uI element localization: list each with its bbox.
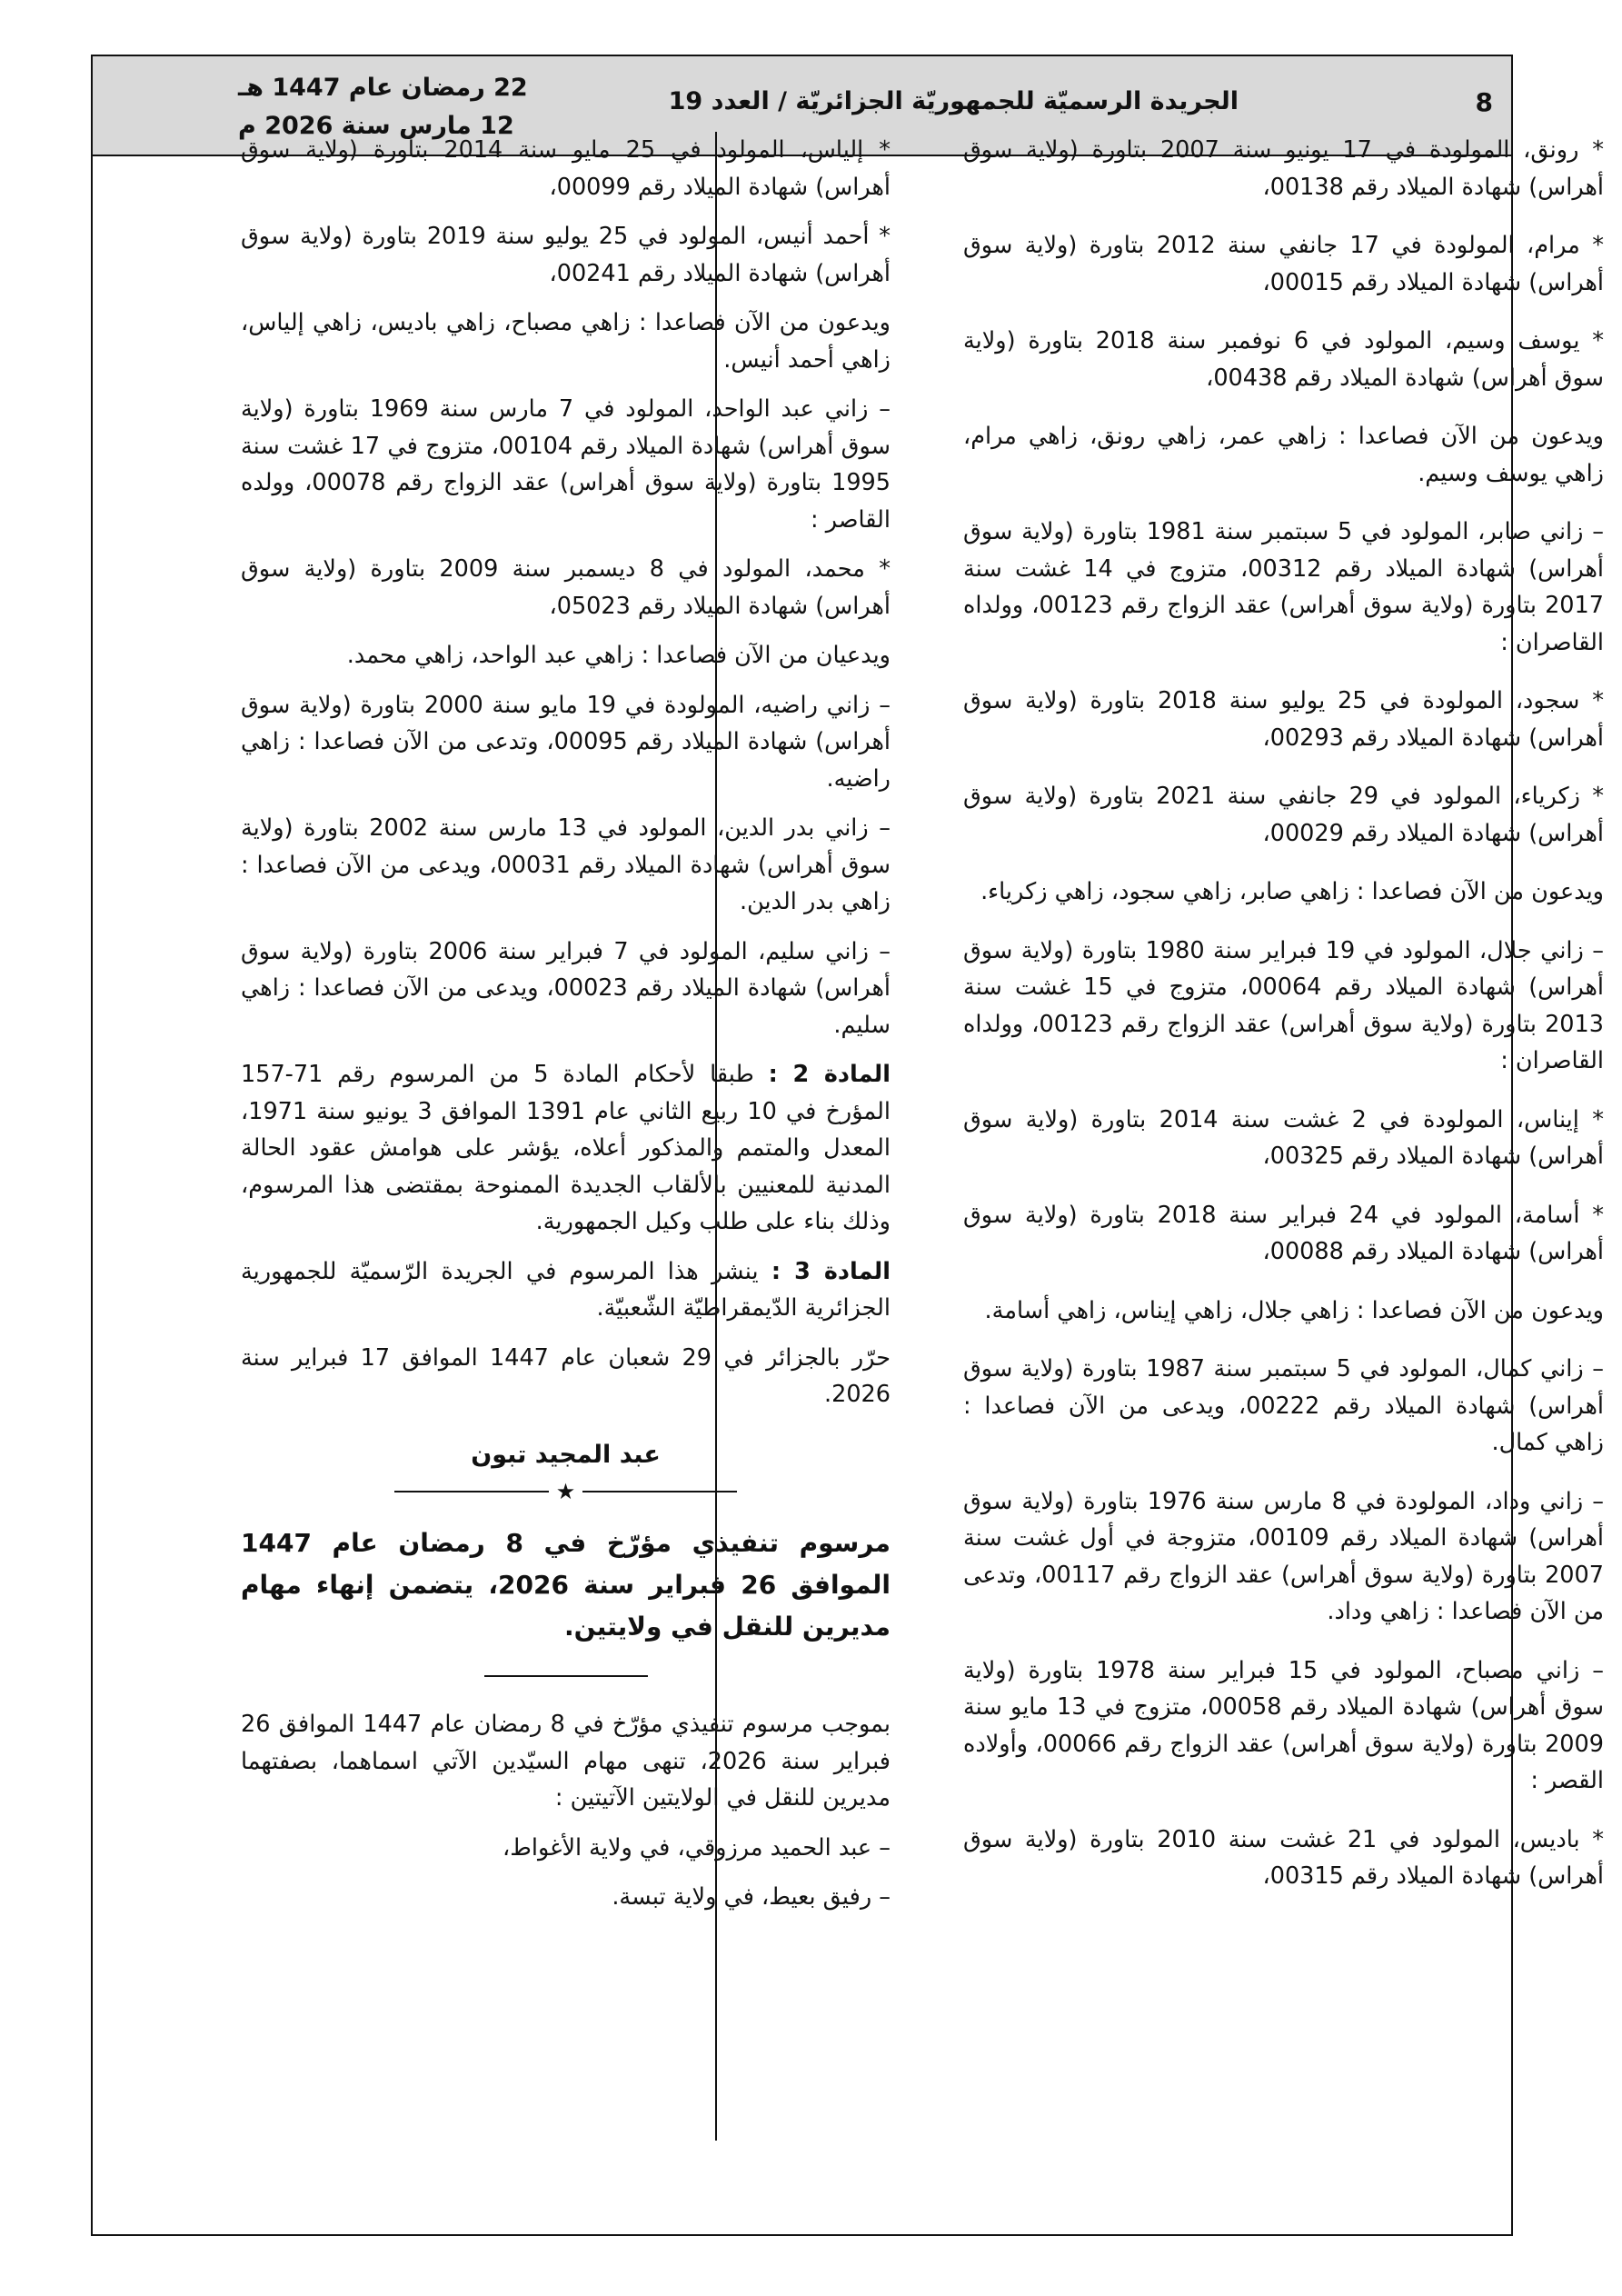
article-2-label: المادة 2 : xyxy=(768,1061,891,1088)
paragraph: – زاني وداد، المولودة في 8 مارس سنة 1976 بتاورة (ولاية سوق أهراس) شهادة الميلاد رقم 00109، متزوجة في أول غشت سنة 2007 بتاورة (ولاية سوق أهراس) عقد الزواج رقم 00117، وتدعى من الآن فصاعدا : زاهي وداد. xyxy=(963,1487,1604,1625)
star-separator xyxy=(241,1481,891,1502)
closing-statement: حرّر بالجزائر في 29 شعبان عام 1447 الموافق 17 فبراير سنة 2026. xyxy=(241,1343,891,1408)
paragraph: – زاني عبد الواحد، المولود في 7 مارس سنة 1969 بتاورة (ولاية سوق أهراس) شهادة الميلاد رقم 00104، متزوج في 17 غشت سنة 1995 بتاورة (ولاية سوق أهراس) عقد الزواج رقم 00078، وولده القاصر : xyxy=(241,395,891,534)
paragraph: ويدعون من الآن فصاعدا : زاهي مصباح، زاهي باديس، زاهي إلياس، زاهي أحمد أنيس. xyxy=(241,309,891,374)
star-icon: ★ xyxy=(555,1479,576,1504)
paragraph: * مرام، المولودة في 17 جانفي سنة 2012 بتاورة (ولاية سوق أهراس) شهادة الميلاد رقم 00015، xyxy=(963,232,1604,296)
paragraph: – زاني كمال، المولود في 5 سبتمبر سنة 1987 بتاورة (ولاية سوق أهراس) شهادة الميلاد رقم 00222، ويدعى من الآن فصاعدا : زاهي كمال. xyxy=(963,1355,1604,1456)
paragraph: – زاني صابر، المولود في 5 سبتمبر سنة 1981 بتاورة (ولاية سوق أهراس) شهادة الميلاد رقم 00312، متزوج في 14 غشت سنة 2017 بتاورة (ولاية سوق أهراس) عقد الزواج رقم 00123، وولداه القاصران : xyxy=(963,518,1604,656)
paragraph: * إلياس، المولود في 25 مايو سنة 2014 بتاورة (ولاية سوق أهراس) شهادة الميلاد رقم 00099، xyxy=(241,136,891,201)
gazette-title: الجريدة الرسميّة للجمهوريّة الجزائريّة / العدد 19 xyxy=(668,87,1239,115)
paragraph: * باديس، المولود في 21 غشت سنة 2010 بتاورة (ولاية سوق أهراس) شهادة الميلاد رقم 00315، xyxy=(963,1825,1604,1890)
paragraph: * رونق، المولودة في 17 يونيو سنة 2007 بتاورة (ولاية سوق أهراس) شهادة الميلاد رقم 00138، xyxy=(963,136,1604,201)
paragraph: – زاني بدر الدين، المولود في 13 مارس سنة 2002 بتاورة (ولاية سوق أهراس) شهادة الميلاد رقم 00031، ويدعى من الآن فصاعدا : زاهي بدر الدين. xyxy=(241,814,891,915)
date-hijri: 22 رمضان عام 1447 هـ xyxy=(238,74,528,102)
separator-line xyxy=(582,1491,737,1492)
article-2-text: طبقا لأحكام المادة 5 من المرسوم رقم 71-157 المؤرخ في 10 ربيع الثاني عام 1391 الموافق 3 يونيو سنة 1971، المعدل والمتمم والمذكور أعلاه، يؤشر على هوامش عقود الحالة المدنية للمعنيين بالألقاب الجديدة الممنوحة بمقتضى هذا المرسوم، وذلك بناء على طلب وكيل الجمهورية. xyxy=(241,1061,891,1235)
article-3-label: المادة 3 : xyxy=(771,1257,891,1285)
article-3 xyxy=(241,1253,891,1327)
right-column xyxy=(963,132,1604,2154)
paragraph: * يوسف وسيم، المولود في 6 نوفمبر سنة 2018 بتاورة (ولاية سوق أهراس) شهادة الميلاد رقم 00438، xyxy=(963,327,1604,392)
left-column xyxy=(241,132,891,2154)
short-separator xyxy=(484,1675,648,1677)
article-2 xyxy=(241,1056,891,1241)
paragraph: * أحمد أنيس، المولود في 25 يوليو سنة 2019 بتاورة (ولاية سوق أهراس) شهادة الميلاد رقم 00241، xyxy=(241,223,891,287)
paragraph: – زاني جلال، المولود في 19 فبراير سنة 1980 بتاورة (ولاية سوق أهراس) شهادة الميلاد رقم 00064، متزوج في 15 غشت سنة 2013 بتاورة (ولاية سوق أهراس) عقد الزواج رقم 00123، وولداه القاصران : xyxy=(963,936,1604,1074)
paragraph: – زاني مصباح، المولود في 15 فبراير سنة 1978 بتاورة (ولاية سوق أهراس) شهادة الميلاد رقم 00058، متزوج في 13 مايو سنة 2009 بتاورة (ولاية سوق أهراس) عقد الزواج رقم 00066، وأولاده القصر : xyxy=(963,1656,1604,1794)
paragraph: ويدعون من الآن فصاعدا : زاهي جلال، زاهي إيناس، زاهي أسامة. xyxy=(984,1296,1604,1324)
article-3-text: ينشر هذا المرسوم في الجريدة الرّسميّة للجمهورية الجزائرية الدّيمقراطيّة الشّعبيّة. xyxy=(241,1257,891,1322)
paragraph: * إيناس، المولودة في 2 غشت سنة 2014 بتاورة (ولاية سوق أهراس) شهادة الميلاد رقم 00325، xyxy=(963,1105,1604,1170)
paragraph: – زاني سليم، المولود في 7 فبراير سنة 2006 بتاورة (ولاية سوق أهراس) شهادة الميلاد رقم 00023، ويدعى من الآن فصاعدا : زاهي سليم. xyxy=(241,937,891,1039)
paragraph: ويدعون من الآن فصاعدا : زاهي عمر، زاهي رونق، زاهي مرام، زاهي يوسف وسيم. xyxy=(963,423,1604,487)
paragraph: – زاني راضيه، المولودة في 19 مايو سنة 2000 بتاورة (ولاية سوق أهراس) شهادة الميلاد رقم 00095، وتدعى من الآن فصاعدا : زاهي راضيه. xyxy=(241,691,891,793)
date-gregorian: 12 مارس سنة 2026 م xyxy=(238,112,514,140)
paragraph: * محمد، المولود في 8 ديسمبر سنة 2009 بتاورة (ولاية سوق أهراس) شهادة الميلاد رقم 05023، xyxy=(241,555,891,620)
paragraph: ويدعيان من الآن فصاعدا : زاهي عبد الواحد، زاهي محمد. xyxy=(346,642,891,669)
paragraph: ويدعون من الآن فصاعدا : زاهي صابر، زاهي سجود، زاهي زكرياء. xyxy=(980,878,1604,905)
decree-item: – عبد الحميد مرزوقي، في ولاية الأغواط، xyxy=(503,1833,891,1862)
decree-body: بموجب مرسوم تنفيذي مؤرّخ في 8 رمضان عام 1447 الموافق 26 فبراير سنة 2026، تنهى مهام السيّدين الآتي اسماهما، بصفتهما مديرين للنقل في الولايتين الآتيتين : xyxy=(241,1711,891,1812)
paragraph: * سجود، المولودة في 25 يوليو سنة 2018 بتاورة (ولاية سوق أهراس) شهادة الميلاد رقم 00293، xyxy=(963,687,1604,752)
separator-line xyxy=(394,1491,549,1492)
signer-name: عبد المجيد تبون xyxy=(471,1440,661,1469)
page-number: 8 xyxy=(1475,87,1493,117)
paragraph: * أسامة، المولود في 24 فبراير سنة 2018 بتاورة (ولاية سوق أهراس) شهادة الميلاد رقم 00088، xyxy=(963,1201,1604,1265)
decree-title: مرسوم تنفيذي مؤرّخ في 8 رمضان عام 1447 الموافق 26 فبراير سنة 2026، يتضمن إنهاء مهام مديرين للنقل في ولايتين. xyxy=(241,1528,891,1642)
paragraph: * زكرياء، المولود في 29 جانفي سنة 2021 بتاورة (ولاية سوق أهراس) شهادة الميلاد رقم 00029، xyxy=(963,783,1604,847)
decree-item: – رفيق بعيط، في ولاية تبسة. xyxy=(612,1883,891,1911)
